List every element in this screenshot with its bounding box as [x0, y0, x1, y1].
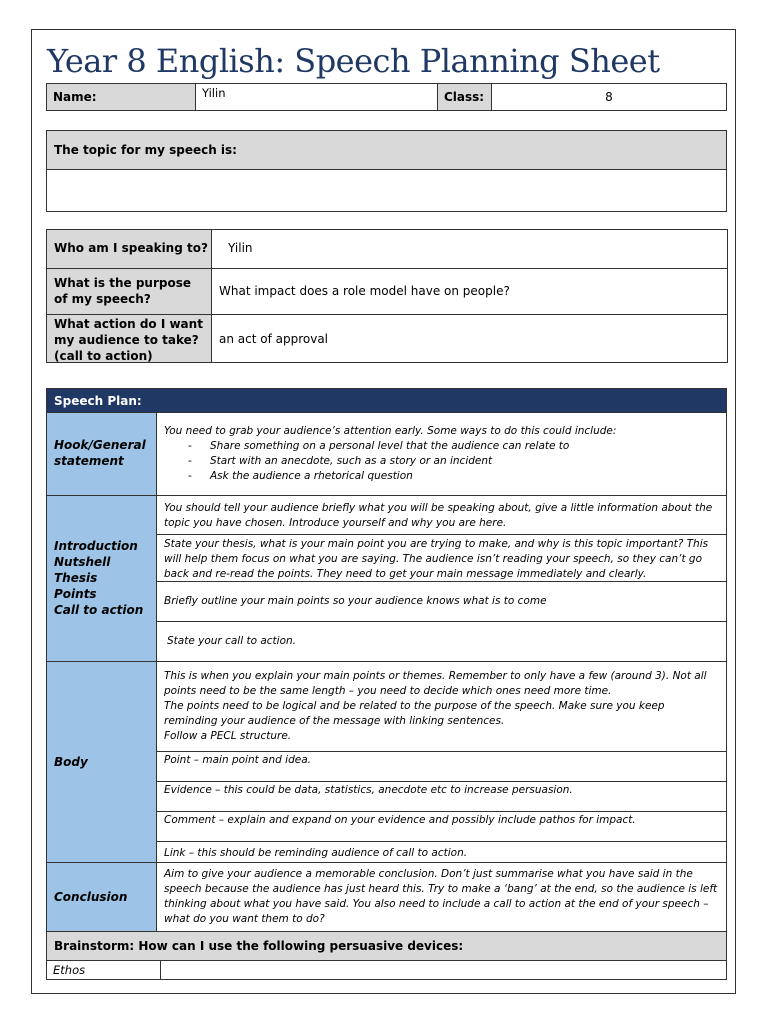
hook-bullet: - Start with an anecdote, such as a story or an incident: [164, 454, 720, 469]
hook-guidance: [156, 412, 727, 496]
introduction-label: [46, 495, 157, 662]
action-field[interactable]: an act of approval: [211, 314, 728, 363]
introduction-label-line: Call to action: [54, 603, 144, 617]
body-intro-line: This is when you explain your main points or themes. Remember to only have a few (around 3). Not all points need to be the same length – you need to decide which ones need more time.: [164, 670, 707, 697]
conclusion-guidance: Aim to give your audience a memorable conclusion. Don’t just summarise what you have said in the speech because the audience has just heard this. Try to make a ‘bang’ at the end, so the audience is left thinking about what you have said. You also need to include a call to action at the end of your speech – what do you want them to do?: [156, 862, 727, 932]
class-field[interactable]: 8: [491, 83, 727, 111]
introduction-row-points: Briefly outline your main points so your audience knows what is to come: [156, 581, 727, 622]
body-row-evidence: Evidence – this could be data, statistics, anecdote etc to increase persuasion.: [156, 781, 727, 812]
audience-label: Who am I speaking to?: [46, 229, 212, 269]
speech-plan-header: Speech Plan:: [46, 388, 727, 413]
brainstorm-header: Brainstorm: How can I use the following persuasive devices:: [46, 931, 727, 961]
name-field[interactable]: Yilin: [195, 83, 438, 111]
body-guidance: [156, 661, 727, 752]
body-row-point: Point – main point and idea.: [156, 751, 727, 782]
hook-intro: You need to grab your audience’s attention early. Some ways to do this could include:: [164, 425, 617, 437]
name-label: Name:: [46, 83, 196, 111]
body-intro-line: The points need to be logical and be related to the purpose of the speech. Make sure you keep reminding your audience of the message with linking sentences.: [164, 700, 665, 727]
topic-label: The topic for my speech is:: [46, 130, 727, 170]
hook-label: Hook/General statement: [46, 412, 157, 496]
brainstorm-row-field[interactable]: [160, 960, 727, 980]
purpose-field[interactable]: What impact does a role model have on people?: [211, 268, 728, 315]
introduction-row-thesis: State your thesis, what is your main point you are trying to make, and why is this topic important? This will help them focus on what you are saying. The audience isn’t reading your speech, so they can’t go back and re-read the points. They need to get your main message immediately and clearly.: [156, 534, 727, 582]
action-label: What action do I want my audience to take? (call to action): [46, 314, 212, 363]
introduction-row-call-to-action: State your call to action.: [156, 621, 727, 662]
introduction-label-line: Thesis: [54, 571, 98, 585]
hook-bullet: - Ask the audience a rhetorical question: [164, 469, 720, 484]
class-label: Class:: [437, 83, 492, 111]
conclusion-label: Conclusion: [46, 862, 157, 932]
purpose-label: What is the purpose of my speech?: [46, 268, 212, 315]
audience-field[interactable]: Yilin: [211, 229, 728, 269]
body-row-link: Link – this should be reminding audience of call to action.: [156, 841, 727, 863]
topic-field[interactable]: [46, 169, 727, 212]
body-intro-line: Follow a PECL structure.: [164, 730, 292, 742]
brainstorm-row-label: Ethos: [46, 960, 161, 980]
introduction-label-line: Points: [54, 587, 97, 601]
introduction-label-line: Introduction: [54, 539, 138, 553]
introduction-label-line: Nutshell: [54, 555, 111, 569]
body-label: Body: [46, 661, 157, 863]
hook-bullet: - Share something on a personal level that the audience can relate to: [164, 439, 720, 454]
body-row-comment: Comment – explain and expand on your evidence and possibly include pathos for impact.: [156, 811, 727, 842]
introduction-row-overview: You should tell your audience briefly what you will be speaking about, give a little information about the topic you have chosen. Introduce yourself and why you are here.: [156, 495, 727, 535]
page-title: Year 8 English: Speech Planning Sheet: [47, 42, 660, 80]
